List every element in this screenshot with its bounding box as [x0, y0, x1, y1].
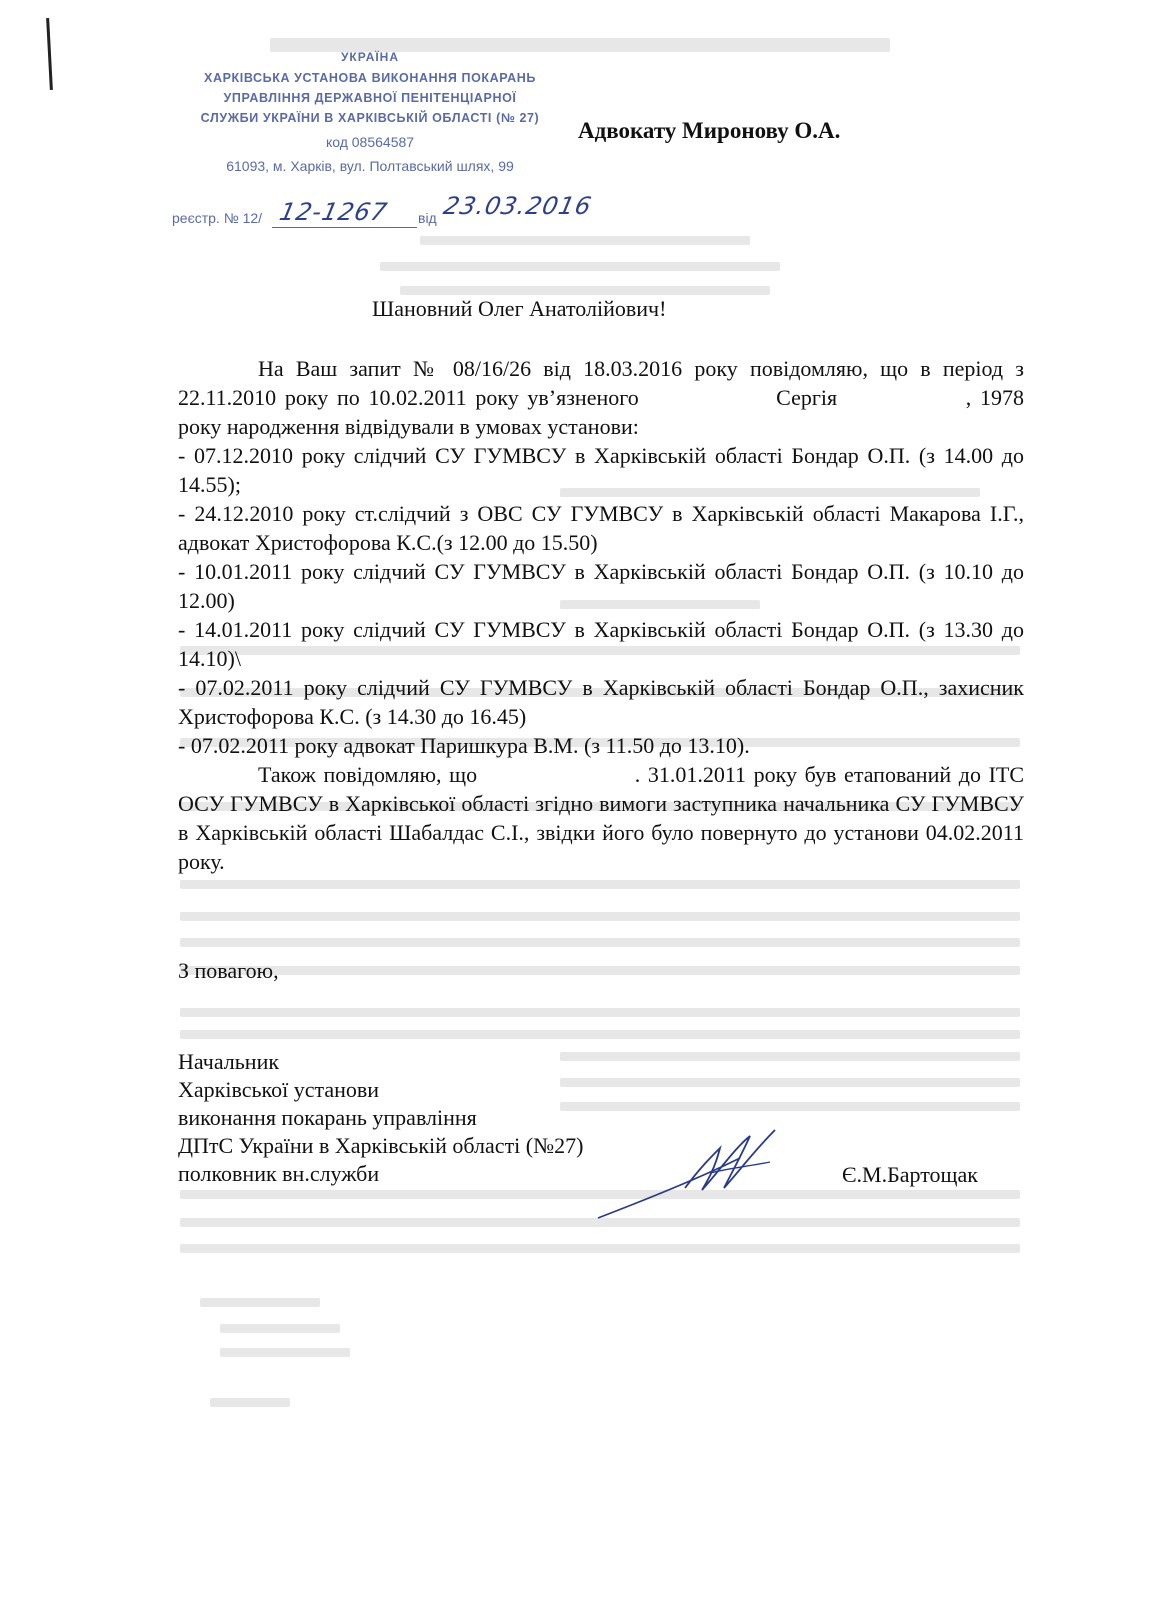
closing: З повагою,: [178, 958, 279, 983]
signatory-line: виконання покарань управління: [178, 1105, 477, 1130]
also-text-before: Також повідомляю, що: [258, 762, 478, 787]
also-text-after: . 31.01.2011 року був етапований до ІТС ОСУ ГУМВСУ в Харківської області згідно вимоги заступника начальника СУ ГУМВСУ в Харківській області Шабалдас С.І., звідки його було повернуто до установи 04.02.2011 року.: [178, 762, 1025, 874]
signatory-line: Харківської установи: [178, 1077, 380, 1102]
visit-item: - 14.01.2011 року слідчий СУ ГУМВСУ в Харківській області Бондар О.П. (з 13.30 до 14.10)\: [178, 617, 1024, 671]
transfer-paragraph: [178, 760, 1024, 876]
signatory-block: [178, 1048, 583, 1188]
reg-number-handwritten: 12-1267: [277, 198, 391, 226]
intro-text-after: , 1978 року народження відвідували в умовах установи:: [178, 385, 1024, 439]
registration-line: [172, 192, 595, 226]
visit-item: - 07.02.2011 року адвокат Паришкура В.М. (з 11.50 до 13.10).: [178, 733, 750, 758]
date-handwritten: 23.03.2016: [441, 192, 595, 220]
stamp-org-line: СЛУЖБИ УКРАЇНИ В ХАРКІВСЬКІЙ ОБЛАСТІ (№ 27): [200, 111, 540, 125]
visit-item: - 07.02.2011 року слідчий СУ ГУМВСУ в Харківській області Бондар О.П., захисник Христофорова К.С. (з 14.30 до 16.45): [178, 675, 1024, 729]
visit-item: - 10.01.2011 року слідчий СУ ГУМВСУ в Харківській області Бондар О.П. (з 10.10 до 12.00): [178, 559, 1024, 613]
signatory-line: Начальник: [178, 1049, 280, 1074]
handwritten-signature: [590, 1118, 790, 1228]
addressee: Адвокату Миронову О.А.: [578, 118, 841, 143]
institution-stamp: [160, 50, 580, 174]
intro-first-name: Сергія: [776, 385, 838, 410]
stamp-code: код 08564587: [325, 134, 415, 150]
stamp-org-line: УПРАВЛІННЯ ДЕРЖАВНОЇ ПЕНІТЕНЦІАРНОЇ: [223, 91, 517, 105]
stamp-address: 61093, м. Харків, вул. Полтавський шлях, 99: [226, 158, 514, 174]
letter-body: [178, 354, 1024, 876]
visit-item: - 07.12.2010 року слідчий СУ ГУМВСУ в Харківській області Бондар О.П. (з 14.00 до 14.55);: [178, 443, 1024, 497]
signatory-line: ДПтС України в Харківській області (№27): [178, 1133, 584, 1158]
intro-text-before: На Ваш запит № 08/16/26 від 18.03.2016 року повідомляю, що в період з 22.11.2010 року по 10.02.2011 року ув’язненого: [178, 356, 1024, 410]
date-label: від: [418, 210, 437, 226]
margin-mark: [46, 18, 53, 90]
reg-label: реєстр. № 12/: [172, 210, 263, 226]
intro-paragraph: [178, 354, 1024, 441]
reg-underline: [272, 227, 417, 228]
stamp-country: УКРАЇНА: [340, 50, 400, 64]
stamp-org-line: ХАРКІВСЬКА УСТАНОВА ВИКОНАННЯ ПОКАРАНЬ: [204, 71, 536, 85]
salutation: Шановний Олег Анатолійович!: [372, 296, 667, 321]
signatory-line: полковник вн.служби: [178, 1161, 380, 1186]
signer-name: Є.М.Бартощак: [842, 1162, 978, 1187]
visit-item: - 24.12.2010 року ст.слідчий з ОВС СУ ГУМВСУ в Харківській області Макарова І.Г., адвокат Христофорова К.С.(з 12.00 до 15.50): [178, 501, 1024, 555]
